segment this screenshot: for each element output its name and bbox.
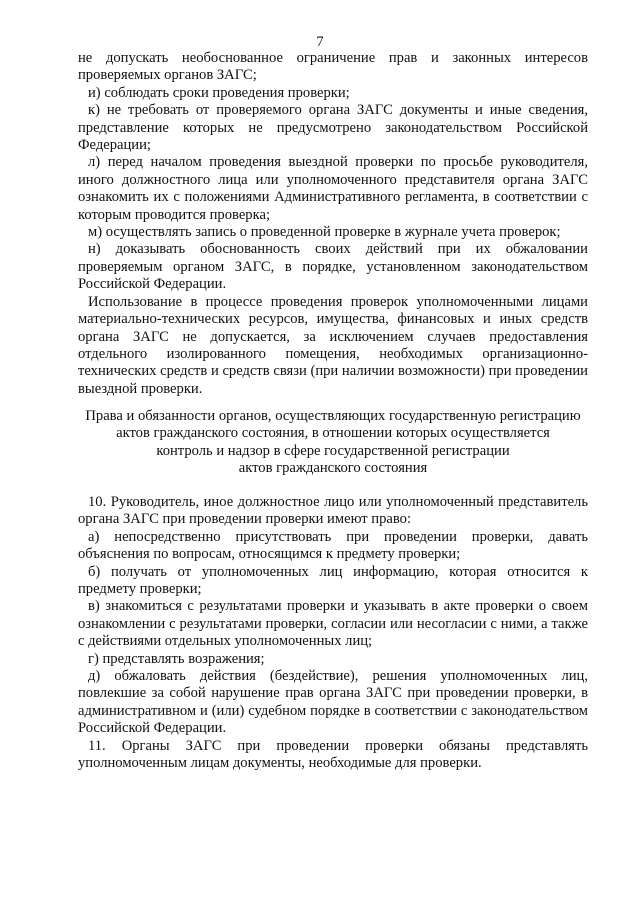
paragraph-10: 10. Руководитель, иное должностное лицо или уполномоченный представитель органа ЗАГС при проведении проверки имеют право:: [78, 494, 588, 528]
paragraph-item-b: б) получать от уполномоченных лиц информацию, которая относится к предмету проверки;: [78, 563, 588, 598]
paragraph-item-l: л) перед началом проведения выездной проверки по просьбе руководителя, иного должностного лица или уполномоченного представителя органа ЗАГС ознакомить их с положениями Административного регламента, в соответствии с которым проводится проверка;: [78, 154, 588, 223]
paragraph-11: 11. Органы ЗАГС при проведении проверки обязаны представлять уполномоченным лицам документы, необходимые для проверки.: [78, 737, 588, 772]
paragraph-resources: Использование в процессе проведения проверок уполномоченными лицами материально-технических ресурсов, имущества, финансовых и иных средств органа ЗАГС не допускается, за исключением случаев предоставления отдельного изолированного помещения, необходимых организационно-технических средств и средств связи (при наличии возможности) при проведении выездной проверки.: [78, 293, 588, 397]
heading-line: актов гражданского состояния, в отношении которых осуществляется: [116, 425, 550, 442]
paragraph-item-n: н) доказывать обоснованность своих действий при их обжаловании проверяемым органом ЗАГС, в порядке, установленном законодательством Российской Федерации.: [78, 241, 588, 293]
heading-line: контроль и надзор в сфере государственной регистрации: [156, 442, 510, 459]
paragraph-item-m: м) осуществлять запись о проведенной проверке в журнале учета проверок;: [88, 224, 561, 241]
rights-section: [78, 494, 588, 773]
heading-line: Права и обязанности органов, осуществляющих государственную регистрацию: [85, 408, 581, 424]
paragraph: не допускать необоснованное ограничение прав и законных интересов проверяемых органов ЗАГС;: [78, 50, 588, 84]
paragraph-item-a: а) непосредственно присутствовать при проведении проверки, давать объяснения по вопросам, относящимся к предмету проверки;: [78, 528, 588, 563]
heading-line: актов гражданского состояния: [238, 460, 428, 477]
obligations-continuation: [78, 50, 588, 398]
page-number: 7: [316, 34, 324, 50]
paragraph-item-d: д) обжаловать действия (бездействие), решения уполномоченных лиц, повлекшие за собой нарушение прав органа ЗАГС при проведении проверки, в административном и (или) судебном порядке в соответствии с законодательством Российской Федерации.: [78, 668, 588, 737]
paragraph-item-i: и) соблюдать сроки проведения проверки;: [88, 84, 350, 101]
section-heading: [78, 408, 588, 478]
paragraph-item-v: в) знакомиться с результатами проверки и указывать в акте проверки о своем ознакомлении с результатами проверки, согласии или несогласии с ними, а также с действиями отдельных уполномоченных лиц;: [78, 598, 588, 650]
paragraph-item-k: к) не требовать от проверяемого органа ЗАГС документы и иные сведения, представление которых не предусмотрено законодательством Российской Федерации;: [78, 102, 588, 154]
paragraph-item-g: г) представлять возражения;: [88, 650, 265, 667]
